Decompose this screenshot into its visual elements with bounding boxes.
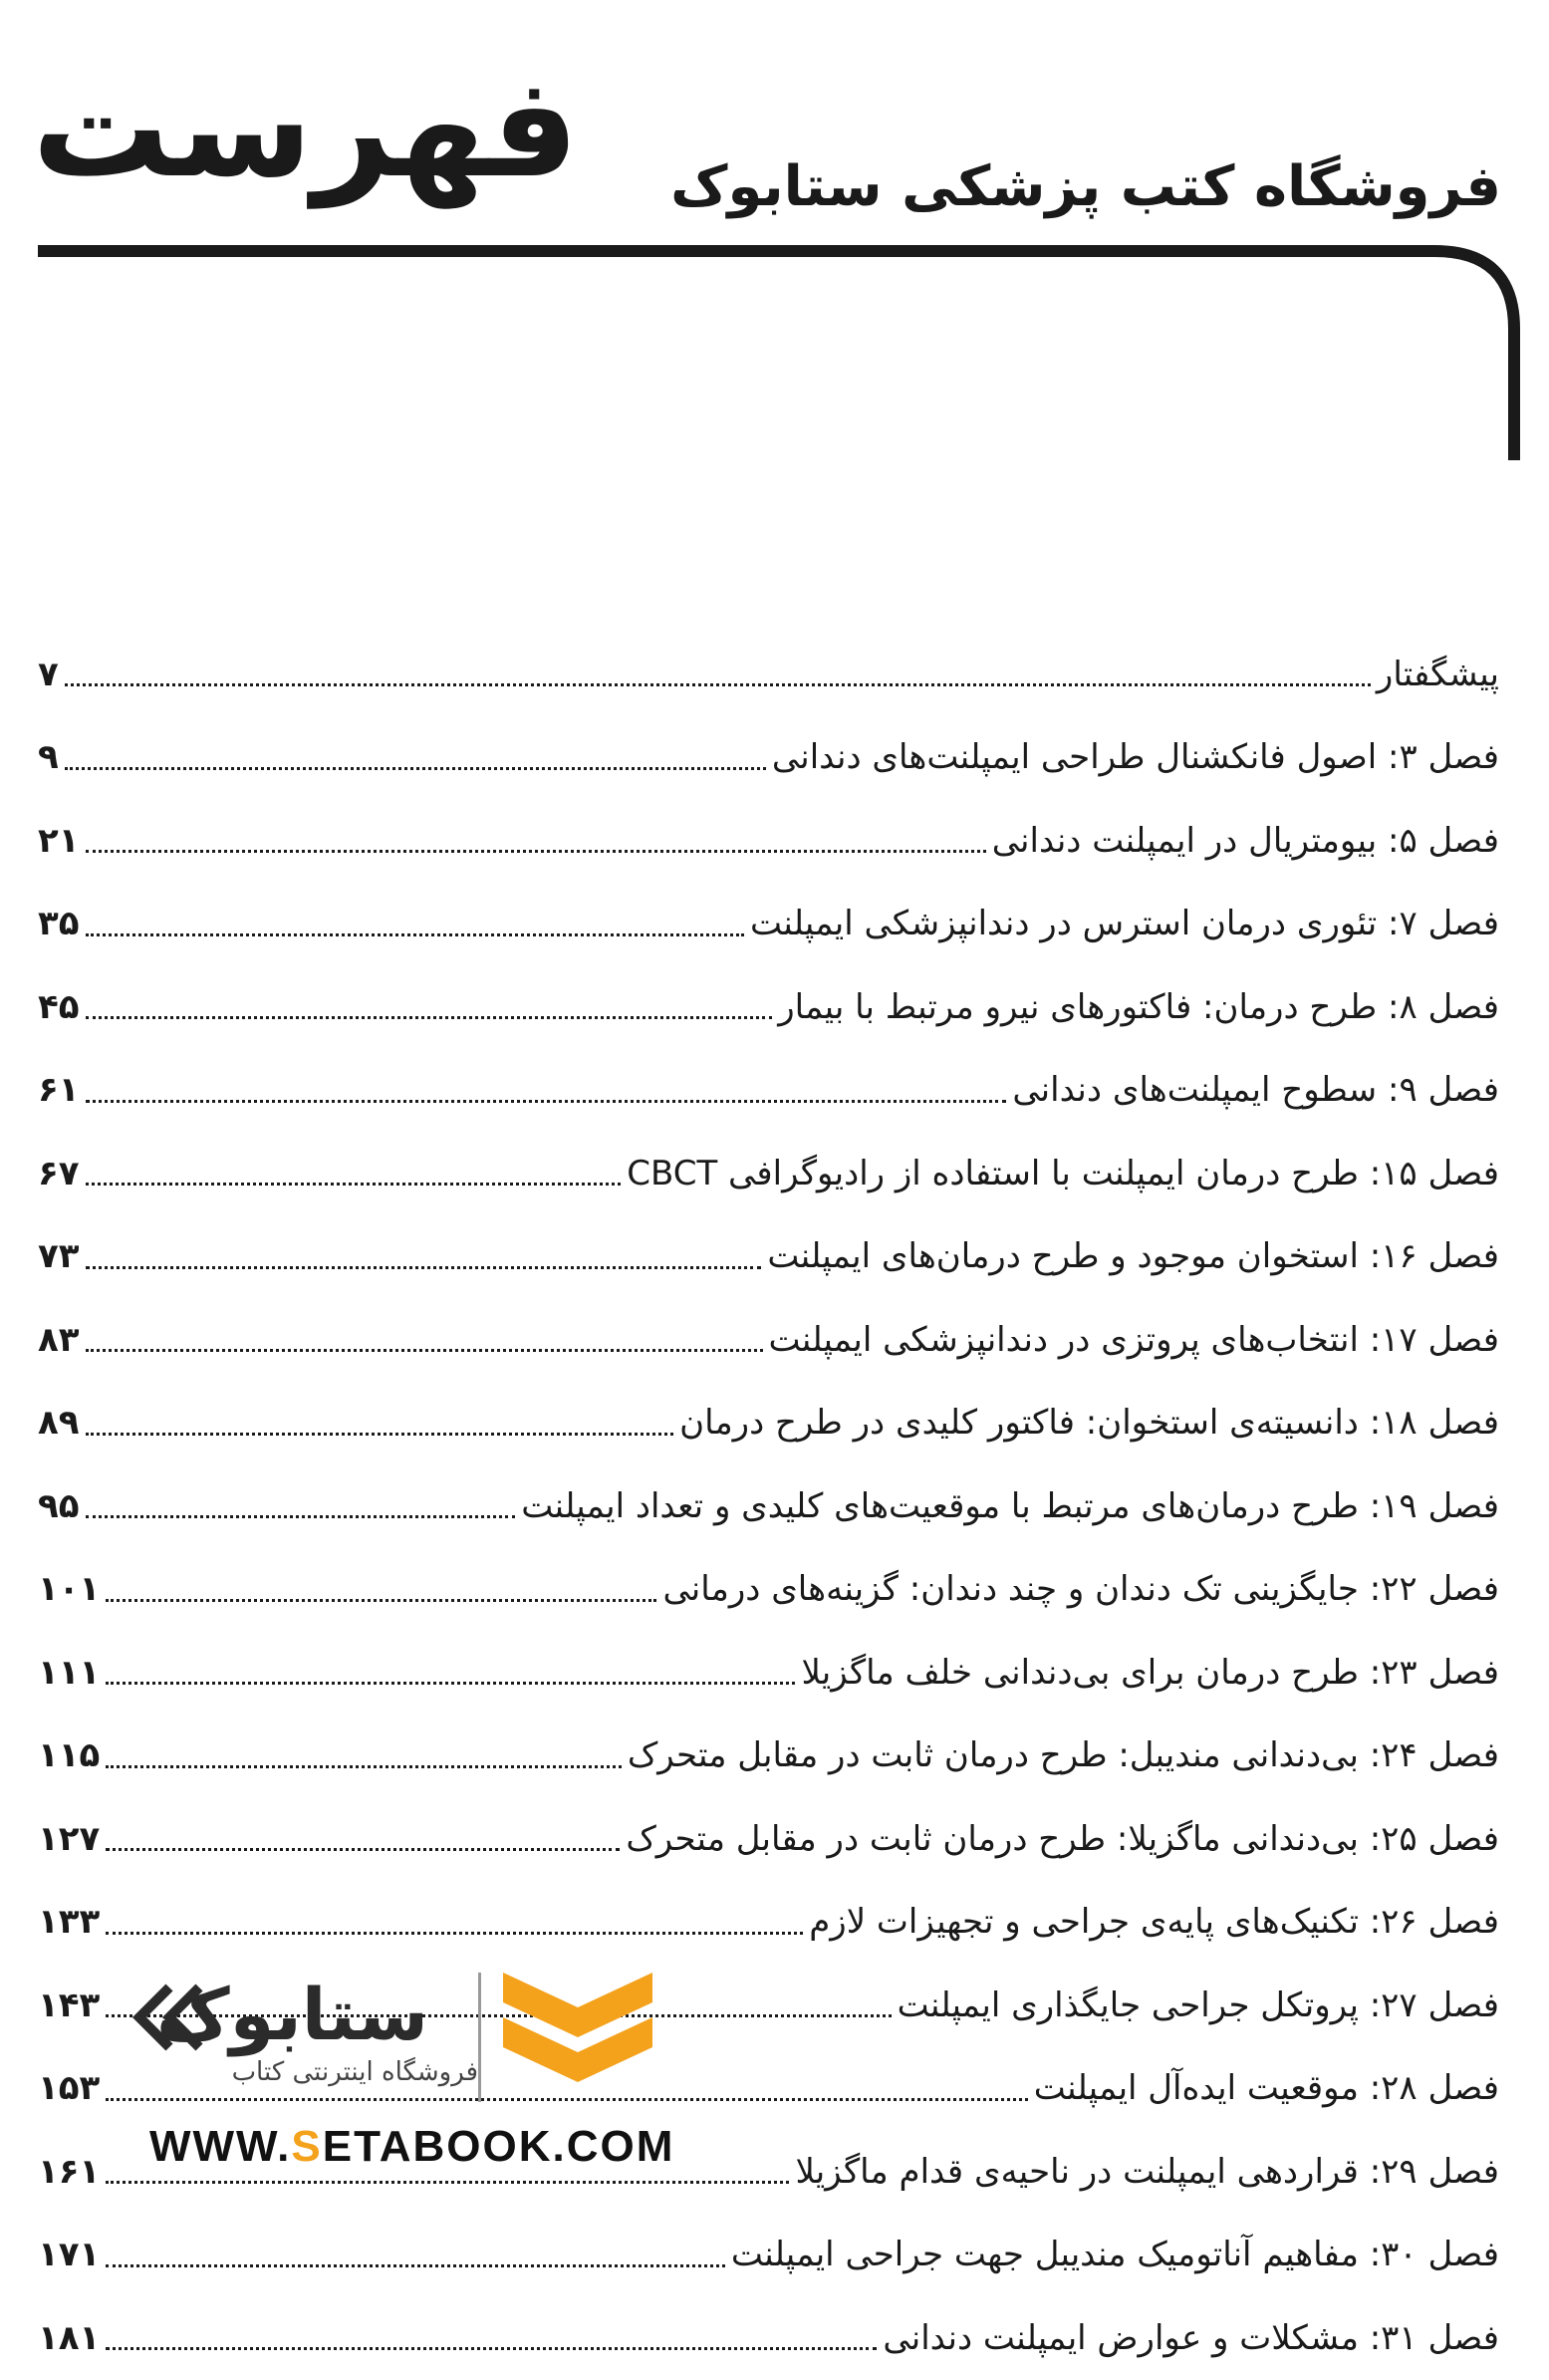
toc-dot-leader: [86, 1433, 674, 1436]
toc-entry-page: ۱۶۱: [38, 2151, 101, 2192]
toc-dot-leader: [65, 683, 1371, 686]
toc-entry-page: ۳۵: [38, 904, 80, 944]
toc-dot-leader: [86, 1349, 763, 1352]
toc-dot-leader: [86, 933, 744, 936]
toc-dot-leader: [106, 1932, 803, 1935]
toc-entry: [38, 2214, 1499, 2297]
toc-entry-title: فصل ۲۸: موقعیت ایده‌آل ایمپلنت: [1033, 2068, 1499, 2109]
toc-entry: [38, 1132, 1499, 1215]
toc-entry-title: فصل ۵: بیومتریال در ایمپلنت دندانی: [991, 820, 1499, 861]
book-logo-icon: [498, 1963, 657, 2102]
toc-entry-title: فصل ۲۳: طرح درمان برای بی‌دندانی خلف ماگزیلا: [801, 1652, 1499, 1693]
toc-dot-leader: [86, 1515, 516, 1518]
toc-entry-page: ۱۷۱: [38, 2235, 101, 2275]
toc-entry: [38, 1548, 1499, 1632]
toc-entry-title: فصل ۲۹: قراردهی ایمپلنت در ناحیه‌ی قدام ماگزیلا: [795, 2151, 1499, 2192]
toc-dot-leader: [106, 2347, 877, 2350]
toc-entry: [38, 2296, 1499, 2380]
toc-entry-page: ۸۳: [38, 1319, 80, 1360]
toc-entry-title: فصل ۹: سطوح ایمپلنت‌های دندانی: [1012, 1070, 1499, 1111]
watermark: [129, 1963, 675, 2192]
watermark-divider: [478, 1973, 481, 2102]
toc-dot-leader: [106, 1765, 622, 1768]
toc-entry-page: ۱۳۳: [38, 1902, 101, 1943]
toc-entry: [38, 1715, 1499, 1798]
toc-entry: [38, 965, 1499, 1049]
toc-entry-title: فصل ۱۹: طرح درمان‌های مرتبط با موقعیت‌های کلیدی و تعداد ایمپلنت: [521, 1485, 1499, 1526]
toc-entry-title: فصل ۲۴: بی‌دندانی مندیبل: طرح درمان ثابت در مقابل متحرک: [627, 1735, 1499, 1776]
toc-entry-page: ۷۳: [38, 1236, 80, 1277]
toc-dot-leader: [86, 1183, 622, 1186]
toc-entry: [38, 633, 1499, 716]
toc-entry-page: ۶۷: [38, 1153, 80, 1193]
header-rule: [0, 0, 1549, 468]
toc-entry: [38, 1464, 1499, 1548]
toc-entry-title: فصل ۳۱: مشکلات و عوارض ایمپلنت دندانی: [883, 2317, 1499, 2358]
toc-dot-leader: [106, 1848, 620, 1851]
toc-entry-page: ۴۵: [38, 986, 80, 1027]
toc-entry-title: فصل ۲۷: پروتکل جراحی جایگذاری ایمپلنت: [897, 1984, 1499, 2025]
toc-entry-title: فصل ۳۰: مفاهیم آناتومیک مندیبل جهت جراحی ایمپلنت: [730, 2235, 1499, 2275]
toc-entry-title: فصل ۲۵: بی‌دندانی ماگزیلا: طرح درمان ثابت در مقابل متحرک: [626, 1818, 1499, 1859]
watermark-url: [149, 2122, 674, 2172]
toc-dot-leader: [65, 767, 766, 770]
watermark-tagline: فروشگاه اینترنتی کتاب: [231, 2057, 478, 2087]
toc-entry-title: فصل ۸: طرح درمان: فاکتورهای نیرو مرتبط با بیمار: [778, 986, 1499, 1027]
toc-entry: [38, 1215, 1499, 1299]
toc-entry: [38, 1881, 1499, 1965]
toc-dot-leader: [86, 850, 986, 853]
toc-dot-leader: [106, 1599, 656, 1602]
toc-entry-title: فصل ۱۷: انتخاب‌های پروتزی در دندانپزشکی ایمپلنت: [768, 1319, 1499, 1360]
toc-entry-title: پیشگفتار: [1376, 654, 1499, 694]
toc-entry-page: ۱۰۱: [38, 1569, 101, 1610]
toc-dot-leader: [106, 1682, 795, 1685]
toc-entry-title: فصل ۳: اصول فانکشنال طراحی ایمپلنت‌های دندانی: [771, 737, 1499, 778]
toc-dot-leader: [86, 1266, 762, 1269]
toc-dot-leader: [86, 1016, 773, 1019]
toc-entry-page: ۶۱: [38, 1070, 80, 1111]
toc-entry: [38, 1049, 1499, 1133]
toc-dot-leader: [86, 1100, 1007, 1103]
toc-dot-leader: [106, 2264, 725, 2267]
toc-entry-title: فصل ۷: تئوری درمان استرس در دندانپزشکی ایمپلنت: [749, 904, 1499, 944]
toc-entry: [38, 716, 1499, 800]
watermark-logo-text: ستابوک: [155, 1973, 428, 2056]
toc-entry: [38, 1382, 1499, 1465]
toc-entry-page: ۸۹: [38, 1403, 80, 1444]
toc-entry-title: فصل ۲۶: تکنیک‌های پایه‌ی جراحی و تجهیزات لازم: [809, 1902, 1499, 1943]
toc-entry-page: ۷: [38, 654, 59, 694]
toc-entry-page: ۲۱: [38, 820, 80, 861]
toc-entry-title: فصل ۱۸: دانسیته‌ی استخوان: فاکتور کلیدی در طرح درمان: [679, 1403, 1499, 1444]
toc-entry-page: ۹: [38, 737, 59, 778]
toc-entry-page: ۱۵۳: [38, 2068, 101, 2109]
toc-entry-title: فصل ۱۵: طرح درمان ایمپلنت با استفاده از رادیوگرافی CBCT: [627, 1153, 1499, 1193]
toc-entry: [38, 799, 1499, 883]
toc-entry-page: ۱۱۵: [38, 1735, 101, 1776]
toc-entry: [38, 1631, 1499, 1715]
toc-entry: [38, 1797, 1499, 1881]
toc-entry-page: ۱۴۳: [38, 1984, 101, 2025]
toc-entry-page: ۱۸۱: [38, 2317, 101, 2358]
url-suffix: ETABOOK.COM: [322, 2122, 675, 2171]
toc-entry-page: ۹۵: [38, 1485, 80, 1526]
url-accent: S: [291, 2122, 323, 2171]
page-title: فهرست: [32, 48, 580, 208]
toc-entry-title: فصل ۲۲: جایگزینی تک دندان و چند دندان: گزینه‌های درمانی: [662, 1569, 1499, 1610]
toc-entry: [38, 883, 1499, 966]
store-name: فروشگاه کتب پزشکی ستابوک: [670, 154, 1501, 219]
toc-entry: [38, 1298, 1499, 1382]
toc-entry-page: ۱۲۷: [38, 1818, 101, 1859]
toc-entry-title: فصل ۱۶: استخوان موجود و طرح درمان‌های ایمپلنت: [767, 1236, 1499, 1277]
toc-entry-page: ۱۱۱: [38, 1652, 101, 1693]
url-prefix: WWW.: [149, 2122, 292, 2171]
